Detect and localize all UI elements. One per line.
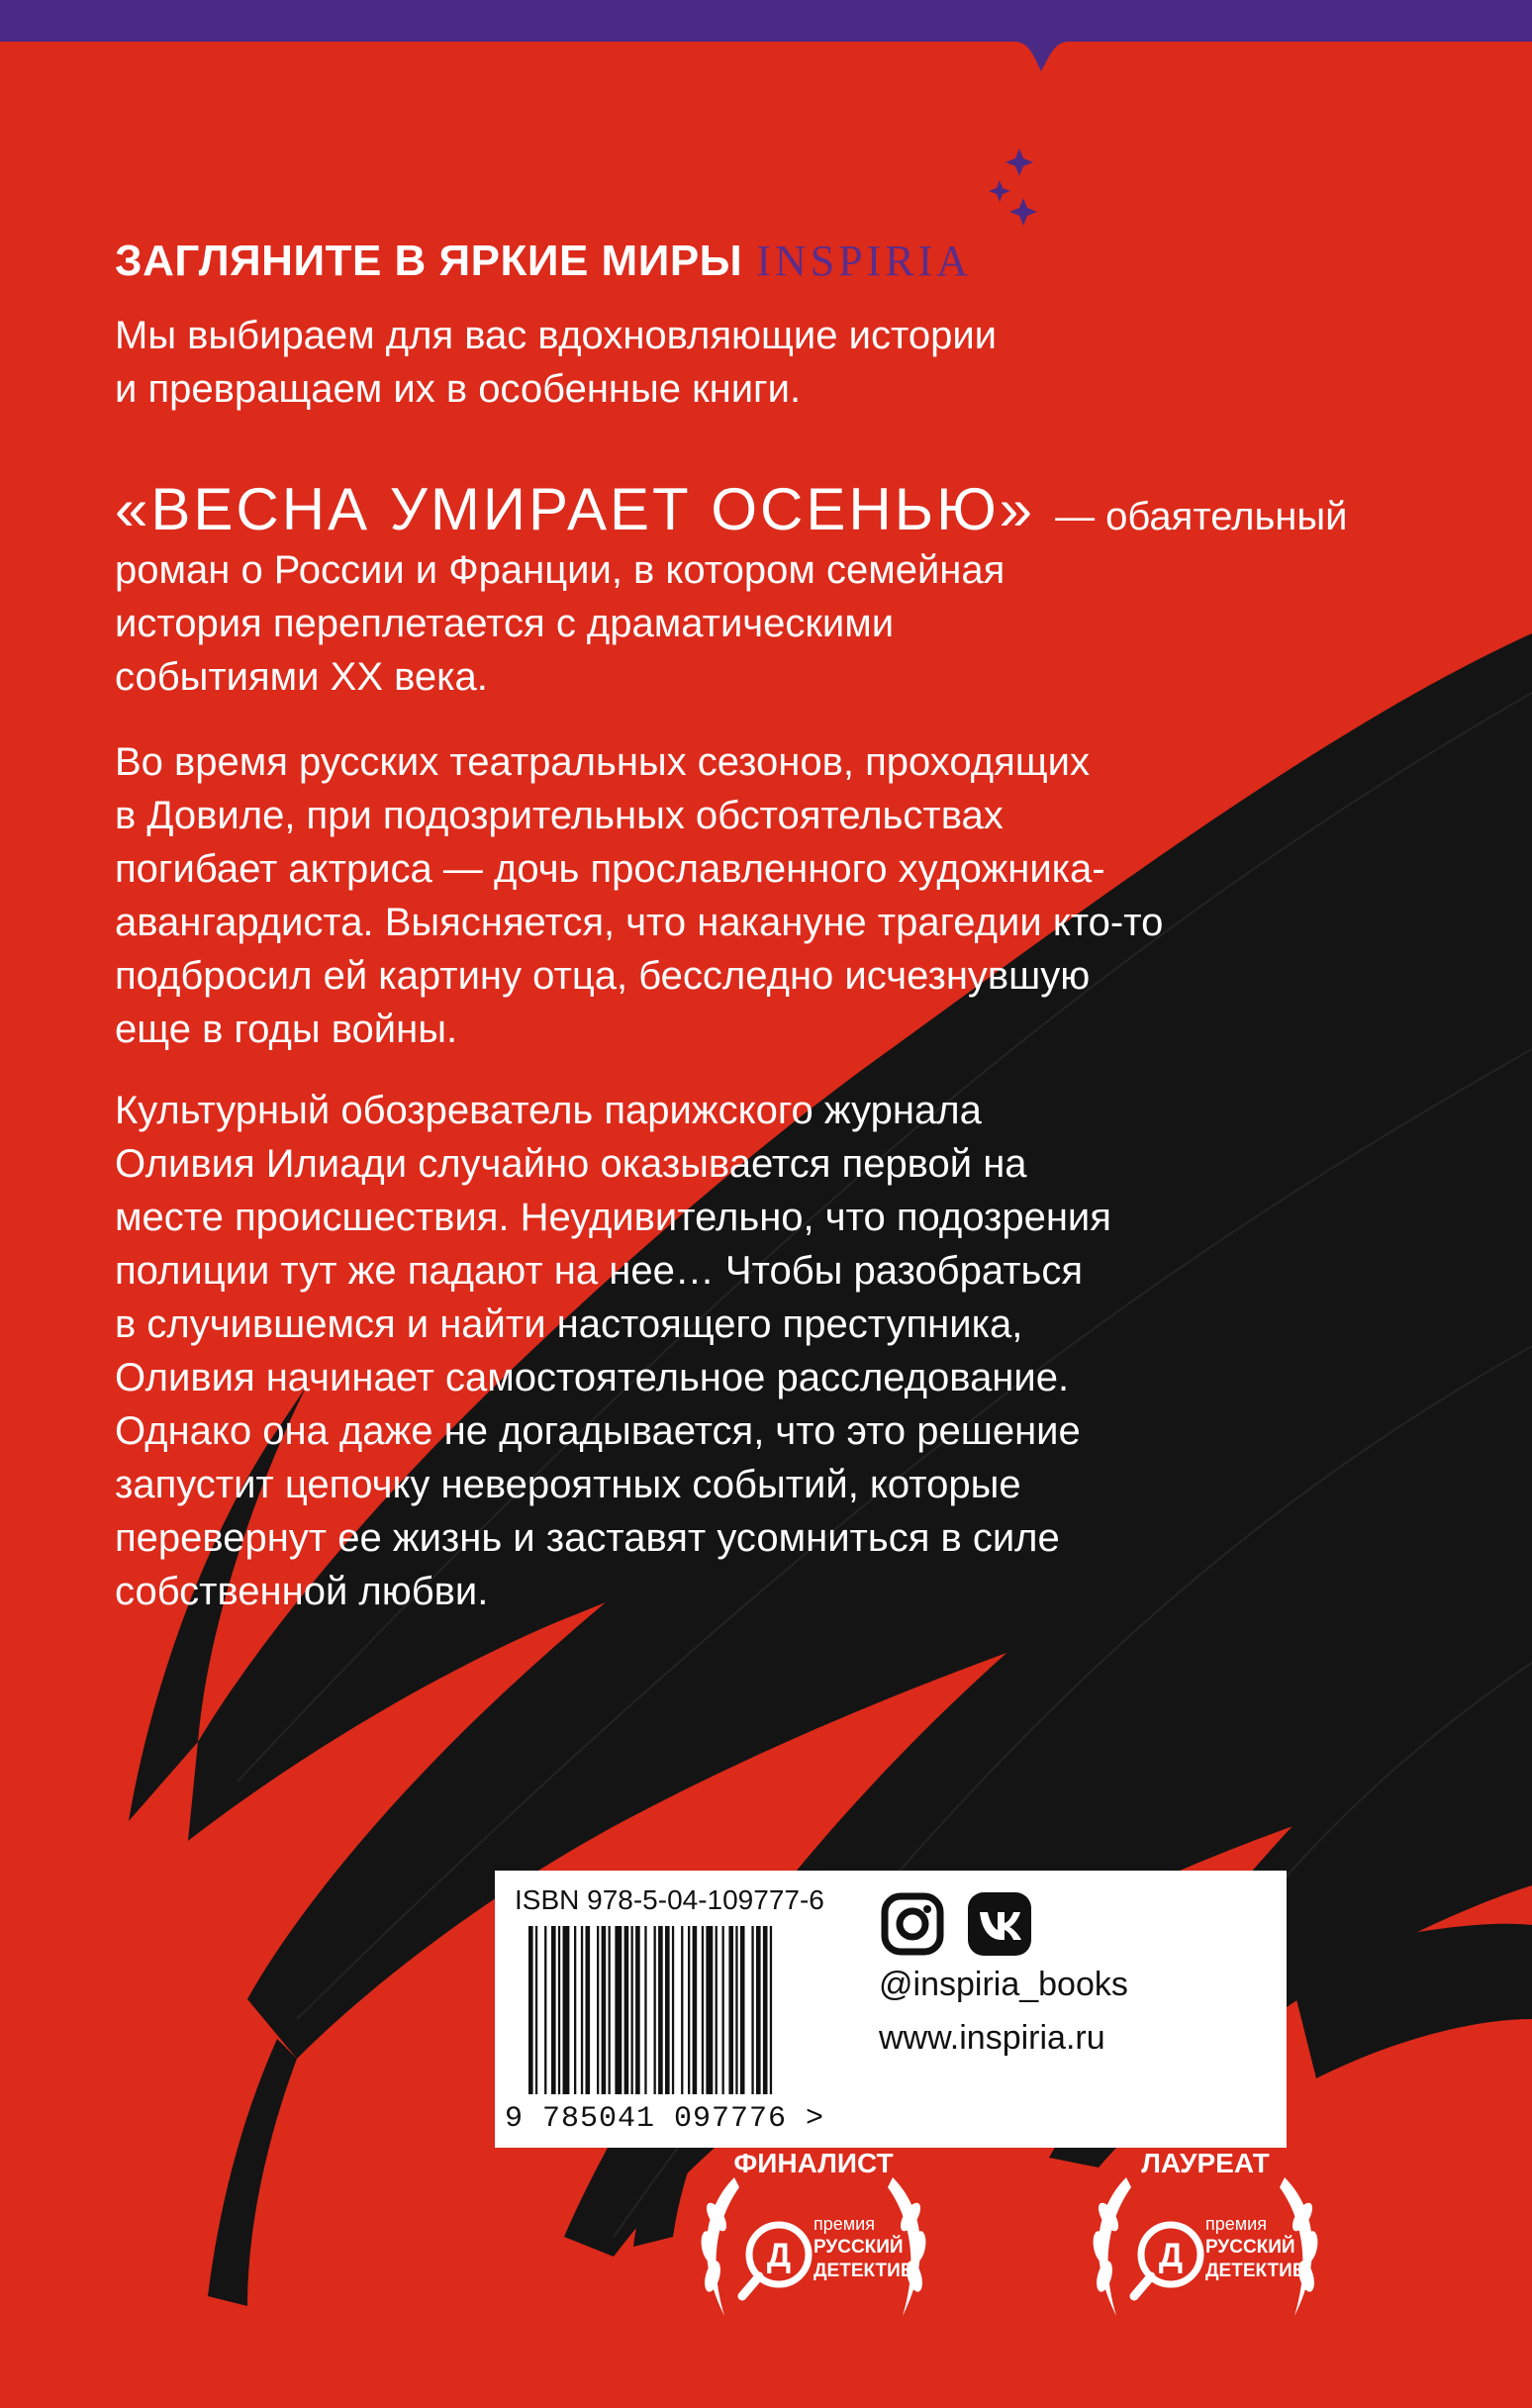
paragraph-line: — обаятельный: [1055, 495, 1348, 538]
barcode-bar: [716, 1926, 718, 2094]
barcode-bar: [681, 1926, 683, 2094]
barcode-digits: 9 785041 097776 >: [505, 2102, 825, 2136]
paragraph-line: Оливия Илиади случайно оказывается первой на: [115, 1142, 1027, 1186]
barcode-bar: [609, 1926, 611, 2094]
barcode-bar: [544, 1926, 546, 2094]
barcode-bar: [751, 1926, 753, 2094]
barcode-bar: [672, 1926, 674, 2094]
barcode-bar: [563, 1926, 570, 2094]
barcode-bar: [722, 1926, 724, 2094]
award-name-line: РУССКИЙ: [814, 2237, 904, 2258]
paragraph-line: история переплетается с драматическими: [115, 602, 895, 645]
barcode-bar: [644, 1926, 646, 2094]
sparkle-icon: [989, 148, 1037, 226]
instagram-handle[interactable]: @inspiria_books: [879, 1966, 1128, 2003]
barcode-bar: [635, 1926, 640, 2094]
paragraph-line: перевернут ее жизнь и заставят усомниться в силе: [115, 1516, 1060, 1560]
barcode-panel: [495, 1871, 1287, 2148]
barcode-bar: [740, 1926, 745, 2094]
award-status: ЛАУРЕАТ: [1141, 2148, 1270, 2178]
svg-text:Д: Д: [766, 2237, 792, 2274]
barcode-bar: [658, 1926, 663, 2094]
tagline-line: Мы выбираем для вас вдохновляющие истории: [115, 314, 998, 357]
award-laureate: [1057, 2138, 1354, 2356]
description-paragraph-2: [115, 735, 1283, 1056]
barcode-bar: [665, 1926, 670, 2094]
vk-icon[interactable]: [966, 1890, 1033, 1958]
instagram-icon[interactable]: [879, 1890, 946, 1958]
award-small-label: премия: [814, 2214, 875, 2234]
paragraph-line: подбросил ей картину отца, бесследно исчезнувшую: [115, 954, 1091, 998]
barcode-bar: [597, 1926, 599, 2094]
paragraph-line: еще в годы войны.: [115, 1008, 458, 1051]
heading-text: ЗАГЛЯНИТЕ В ЯРКИЕ МИРЫ: [115, 237, 743, 285]
barcode-bar: [528, 1926, 533, 2094]
website-link[interactable]: www.inspiria.ru: [879, 2019, 1105, 2057]
barcode-bar: [551, 1926, 556, 2094]
award-status: ФИНАЛИСТ: [733, 2148, 894, 2178]
award-name-line: ДЕТЕКТИВ: [1205, 2261, 1306, 2281]
barcode-bar: [581, 1926, 583, 2094]
paragraph-line: в случившемся и найти настоящего преступника,: [115, 1302, 1023, 1346]
barcode-bar: [770, 1926, 772, 2094]
paragraph-line: запустит цепочку невероятных событий, которые: [115, 1463, 1021, 1506]
paragraph-line: Однако она даже не догадывается, что это решение: [115, 1409, 1081, 1453]
inspiria-logo: INSPIRIA: [756, 237, 973, 285]
paragraph-line: собственной любви.: [115, 1570, 489, 1613]
barcode-bar: [615, 1926, 622, 2094]
paragraph-line: в Довиле, при подозрительных обстоятельствах: [115, 794, 1004, 837]
barcode-bar: [756, 1926, 761, 2094]
award-finalist: [665, 2138, 962, 2356]
barcode-bar: [706, 1926, 713, 2094]
paragraph-line: Оливия начинает самостоятельное расследование.: [115, 1356, 1070, 1399]
paragraph-line: событиями XX века.: [115, 655, 488, 699]
barcode-bar: [735, 1926, 737, 2094]
paragraph-line: роман о России и Франции, в котором семейная: [115, 548, 1005, 592]
tagline-line: и превращаем их в особенные книги.: [115, 367, 802, 411]
barcode-bar: [631, 1926, 633, 2094]
award-name-line: ДЕТЕКТИВ: [814, 2261, 914, 2281]
barcode-bar: [574, 1926, 576, 2094]
award-name-line: РУССКИЙ: [1205, 2237, 1295, 2258]
description-paragraph-3: [115, 1084, 1283, 1618]
paragraph-line: Культурный обозреватель парижского журнала: [115, 1089, 982, 1132]
isbn-label: ISBN 978-5-04-109777-6: [515, 1884, 824, 1915]
paragraph-line: месте происшествия. Неудивительно, что подозрения: [115, 1196, 1111, 1239]
award-small-label: премия: [1205, 2214, 1267, 2234]
barcode-bar: [586, 1926, 591, 2094]
svg-text:Д: Д: [1158, 2237, 1184, 2274]
barcode-image: [515, 1926, 851, 2104]
purple-top-band: [0, 0, 1532, 71]
paragraph-line: полиции тут же падают на нее… Чтобы разобраться: [115, 1249, 1084, 1293]
description-paragraph-1: [115, 476, 1348, 704]
barcode-bar: [763, 1926, 768, 2094]
barcode-bar: [558, 1926, 560, 2094]
barcode-bar: [702, 1926, 704, 2094]
brand-heading: [115, 236, 972, 286]
barcode-bar: [693, 1926, 698, 2094]
barcode-bar: [602, 1926, 607, 2094]
barcode-bar: [688, 1926, 690, 2094]
paragraph-line: Во время русских театральных сезонов, проходящих: [115, 740, 1090, 784]
barcode-bar: [535, 1926, 537, 2094]
paragraph-line: авангардиста. Выясняется, что накануне трагедии кто-то: [115, 901, 1164, 944]
barcode-bar: [624, 1926, 629, 2094]
paragraph-line: погибает актриса — дочь прославленного художника-: [115, 847, 1105, 891]
brand-tagline: [115, 309, 1302, 416]
book-title-quote: «ВЕСНА УМИРАЕТ ОСЕНЬЮ»: [115, 476, 1036, 542]
barcode-bar: [654, 1926, 656, 2094]
barcode-bar: [728, 1926, 733, 2094]
